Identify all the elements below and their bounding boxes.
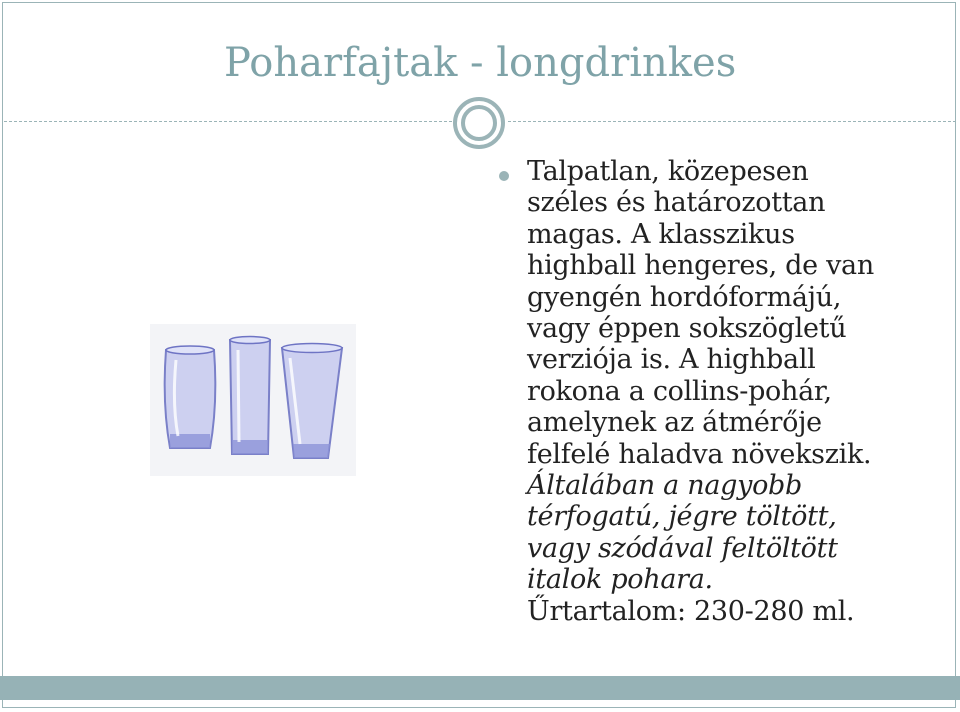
- highball-glasses-image: [150, 324, 356, 476]
- circle-ornament-icon: [452, 96, 506, 150]
- body-italic-line: Általában a nagyobb: [527, 470, 802, 502]
- capacity-line: Űrtartalom: 230-280 ml.: [527, 595, 855, 627]
- body-line: széles és határozottan: [527, 187, 826, 219]
- body-line: verziója is. A highball: [527, 344, 816, 376]
- body-line: Talpatlan, közepesen: [527, 156, 809, 187]
- barrel-glass-icon: [165, 346, 216, 448]
- footer-bar: [0, 676, 960, 700]
- slide-title: Poharfajtak - longdrinkes: [224, 40, 737, 86]
- body-italic-line: italok pohara.: [527, 564, 713, 596]
- title-divider-right: [508, 121, 956, 122]
- body-line: vagy éppen sokszögletű: [527, 313, 847, 345]
- body-line: rokona a collins-pohár,: [527, 375, 832, 407]
- body-line: gyengén hordóformájú,: [527, 281, 842, 313]
- body-italic-line: vagy szódával feltöltött: [527, 532, 838, 564]
- title-divider-left: [4, 121, 452, 122]
- body-italic-line: térfogatú, jégre töltött,: [527, 501, 837, 533]
- body-line: highball hengeres, de van: [527, 250, 874, 282]
- body-line: amelynek az átmérője: [527, 407, 822, 439]
- body-line: magas. A klasszikus: [527, 218, 795, 250]
- bullet-icon: [499, 171, 509, 181]
- straight-glass-icon: [230, 337, 270, 455]
- body-line: felfelé haladva növekszik.: [527, 438, 872, 470]
- bullet-text: [527, 156, 947, 627]
